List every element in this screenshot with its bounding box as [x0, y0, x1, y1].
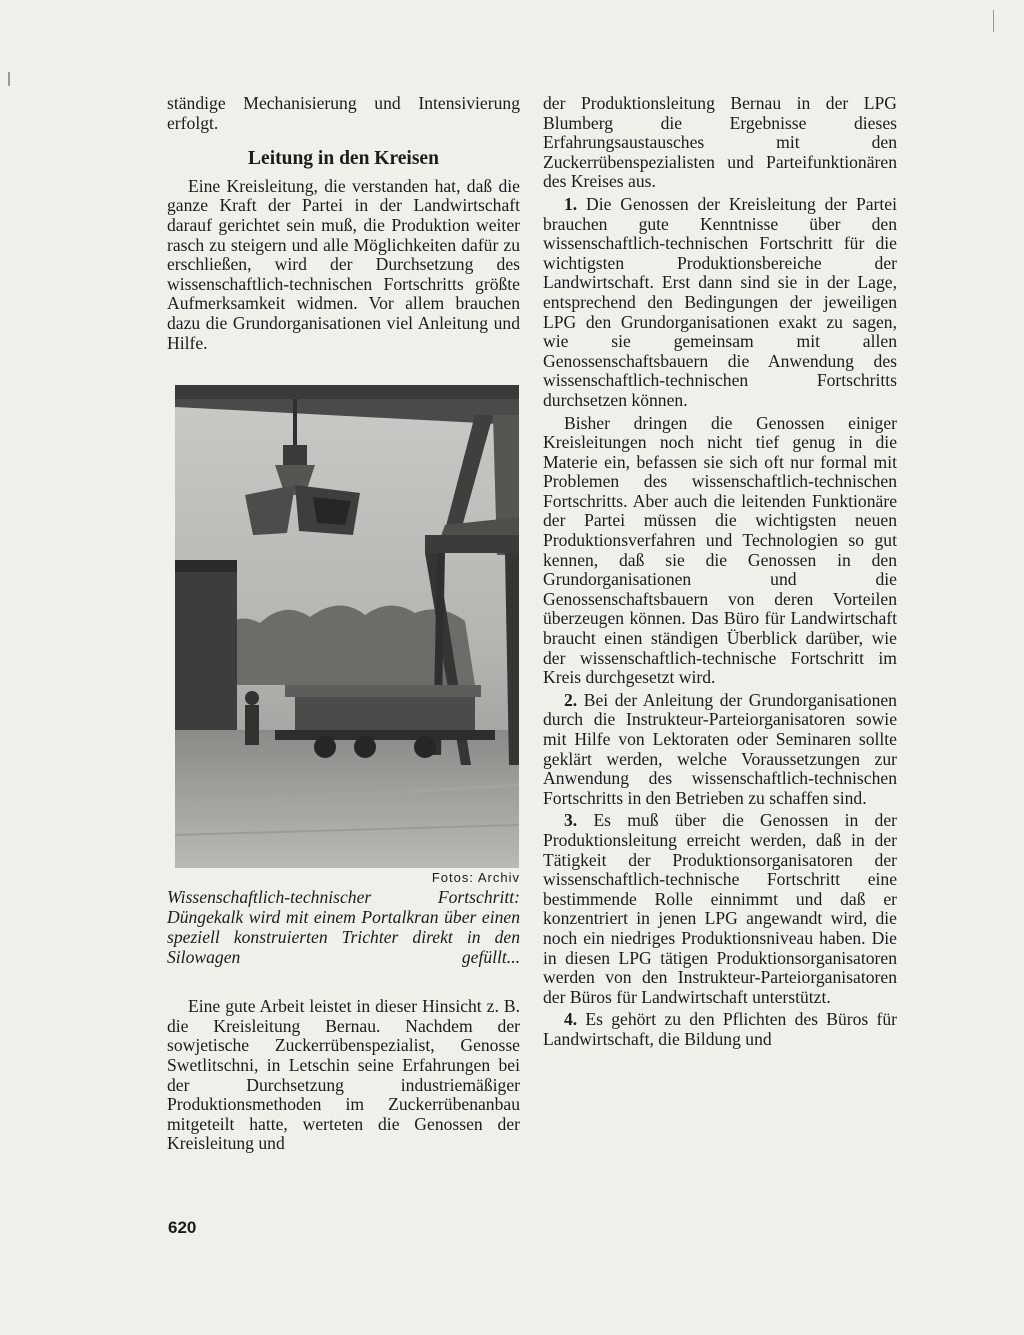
list-item-1-number: 1.	[564, 193, 578, 214]
list-item-2	[543, 691, 897, 809]
list-item-4	[543, 1010, 897, 1049]
paragraph-bernau: Eine gute Arbeit leistet in dieser Hinsicht z. B. die Kreisleitung Bernau. Nachdem der sowjetische Zuckerrübenspezialist, Genosse Swetlitschni, in Letschin seine Erfahrungen bei der Durchsetzung industriemäßiger Produktionsmethoden im Zuckerrübenanbau mitgeteilt hatte, werteten die Genossen der Kreisleitung und	[167, 996, 520, 1154]
page-number: 620	[168, 1218, 197, 1237]
list-item-2-text: Bei der Anleitung der Grundorganisationen durch die Instrukteur-Parteiorganisatoren sowie mit Hilfe von Lektoraten oder Seminaren sollte geklärt werden, welche Voraussetzungen zur Anwendung des wissenschaftlich-technischen Fortschritts in den Betrieben zu schaffen sind.	[543, 689, 897, 808]
scan-edge-mark	[8, 72, 10, 86]
list-item-1-text: Die Genossen der Kreisleitung der Partei brauchen gute Kenntnisse über den wissenschaftlich-technischen Fortschritt für die wichtigsten Produktionsbereiche der Landwirtschaft. Erst dann sind sie in der Lage, entsprechend den Bedingungen der jeweiligen LPG den Grundorganisationen exakt zu sagen, wie sie gemeinsam mit allen Genossenschaftsbauern die Anwendung des wissenschaftlich-technischen Fortschritts durchsetzen können.	[543, 193, 897, 410]
right-column	[543, 94, 897, 1050]
list-item-3-text: Es muß über die Genossen in der Produktionsleitung erreicht werden, daß in der Tätigkeit der Produktionsorganisatoren der wissenschaftlich-technische Fortschritt eine bestimmende Rolle einnimmt und daß er konzentriert in jenen LPG angewandt wird, die noch ein niedriges Produktionsniveau haben. Die in diesen LPG tätigen Produktionsorganisatoren werden von den Instrukteur-Parteiorganisatoren der Büros für Landwirtschaft unterstützt.	[543, 810, 897, 1007]
list-item-3-number: 3.	[564, 810, 578, 831]
photo-portal-crane	[175, 385, 519, 868]
photo-credit: Fotos: Archiv	[431, 870, 520, 886]
list-item-4-text: Es gehört zu den Pflichten des Büros für Landwirtschaft, die Bildung und	[543, 1009, 897, 1049]
paragraph-bisher: Bisher dringen die Genossen einiger Kreisleitungen noch nicht tief genug in die Materie ein, befassen sie sich oft nur formal mit Problemen des wissenschaftlich-technischen Fortschritts. Aber auch die leitenden Funktionäre der Partei müssen die wichtigsten neuen Produktionsverfahren und Technologien so gut kennen, daß sie die Genossen in den Grundorganisationen und die Genossenschaftsbauern von deren Vorteilen überzeugen können. Das Büro für Landwirtschaft braucht einen ständigen Überblick darüber, wie der wissenschaftlich-technische Fortschritt im Kreis durchgesetzt wird.	[543, 412, 897, 688]
photo-image	[175, 385, 519, 868]
paragraph-continuation: der Produktionsleitung Bernau in der LPG Blumberg die Ergebnisse dieses Erfahrungsaustausches mit den Zuckerrübenspezialisten und Parteifunktionären des Kreises aus.	[543, 93, 897, 192]
photo-caption: Wissenschaftlich-technischer Fortschritt: Düngekalk wird mit einem Portalkran über einen speziell konstruierten Trichter direkt in den Silowagen gefüllt...	[167, 887, 520, 968]
list-item-3	[543, 811, 897, 1007]
intro-text: ständige Mechanisierung und Intensivierung erfolgt.	[167, 93, 520, 133]
left-column	[167, 94, 520, 1154]
list-item-1	[543, 195, 897, 411]
paragraph-kreisleitung: Eine Kreisleitung, die verstanden hat, daß die ganze Kraft der Partei in der Landwirtschaft darauf gerichtet sein muß, die Produktion weiter rasch zu steigern und alle Möglichkeiten dafür zu erschließen, wird der Durchsetzung des wissenschaftlich-technischen Fortschritts größte Aufmerksamkeit widmen. Vor allem brauchen dazu die Grundorganisationen viel Anleitung und Hilfe.	[167, 175, 520, 353]
list-item-2-number: 2.	[564, 689, 578, 710]
scan-edge-mark	[993, 10, 994, 32]
list-item-4-number: 4.	[564, 1009, 578, 1030]
section-heading: Leitung in den Kreisen	[248, 148, 439, 170]
